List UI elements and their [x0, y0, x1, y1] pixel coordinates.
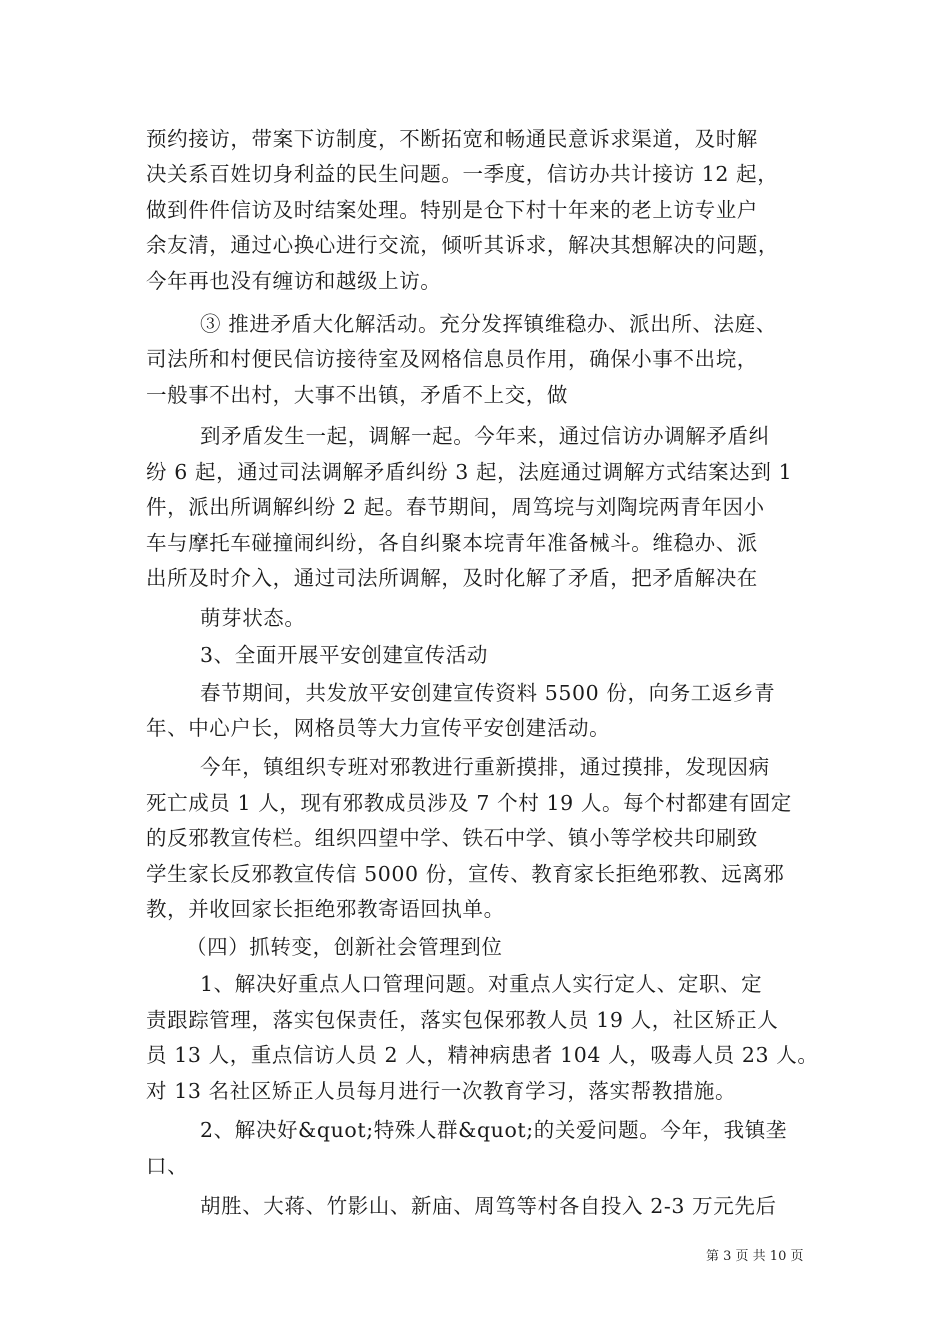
text-line: 学生家长反邪教宣传信 5000 份，宣传、教育家长拒绝邪教、远离邪 [146, 862, 785, 886]
section-heading: 3、全面开展平安创建宣传活动 [200, 643, 488, 667]
text-line: 决关系百姓切身利益的民生问题。一季度，信访办共计接访 12 起， [146, 162, 779, 186]
text-line: 春节期间，共发放平安创建宣传资料 5500 份，向务工返乡青 [200, 681, 776, 705]
text-line: 件，派出所调解纠纷 2 起。春节期间，周笃垸与刘陶垸两青年因小 [146, 495, 765, 519]
text-line: 纷 6 起，通过司法调解矛盾纠纷 3 起，法庭通过调解方式结案达到 1 [146, 460, 793, 484]
text-line: 员 13 人，重点信访人员 2 人，精神病患者 104 人，吸毒人员 23 人。 [146, 1043, 819, 1067]
text-line: ③ 推进矛盾大化解活动。充分发挥镇维稳办、派出所、法庭、 [200, 312, 777, 336]
text-line: 教，并收回家长拒绝邪教寄语回执单。 [146, 897, 505, 921]
text-line: 胡胜、大蒋、竹影山、新庙、周笃等村各自投入 2-3 万元先后 [200, 1194, 777, 1218]
text-line: 今年再也没有缠访和越级上访。 [146, 269, 442, 293]
section-heading: （四）抓转变，创新社会管理到位 [186, 935, 503, 959]
text-line: 年、中心户长，网格员等大力宣传平安创建活动。 [146, 716, 611, 740]
text-line: 死亡成员 1 人，现有邪教成员涉及 7 个村 19 人。每个村都建有固定 [146, 791, 792, 815]
text-line: 做到件件信访及时结案处理。特别是仓下村十年来的老上访专业户 [146, 198, 758, 222]
text-line: 对 13 名社区矫正人员每月进行一次教育学习，落实帮教措施。 [146, 1079, 737, 1103]
text-line: 1、解决好重点人口管理问题。对重点人实行定人、定职、定 [200, 972, 763, 996]
text-line: 口、 [146, 1154, 189, 1178]
text-line: 出所及时介入，通过司法所调解，及时化解了矛盾，把矛盾解决在 [146, 566, 758, 590]
text-line: 到矛盾发生一起，调解一起。今年来，通过信访办调解矛盾纠 [200, 424, 770, 448]
text-line: 余友清，通过心换心进行交流，倾听其诉求，解决其想解决的问题， [146, 233, 779, 257]
text-line: 预约接访，带案下访制度，不断拓宽和畅通民意诉求渠道，及时解 [146, 127, 758, 151]
text-line: 一般事不出村，大事不出镇，矛盾不上交，做 [146, 383, 568, 407]
text-line: 责跟踪管理，落实包保责任，落实包保邪教人员 19 人，社区矫正人 [146, 1008, 779, 1032]
text-line: 司法所和村便民信访接待室及网格信息员作用，确保小事不出垸， [146, 347, 758, 371]
text-line: 今年，镇组织专班对邪教进行重新摸排，通过摸排，发现因病 [200, 755, 770, 779]
page-number: 第 3 页 共 10 页 [706, 1249, 804, 1264]
text-line: 车与摩托车碰撞闹纠纷，各自纠聚本垸青年准备械斗。维稳办、派 [146, 531, 758, 555]
text-line: 萌芽状态。 [200, 606, 306, 630]
text-line: 2、解决好&quot;特殊人群&quot;的关爱问题。今年，我镇垄 [200, 1118, 787, 1142]
text-line: 的反邪教宣传栏。组织四望中学、铁石中学、镇小等学校共印刷致 [146, 826, 758, 850]
